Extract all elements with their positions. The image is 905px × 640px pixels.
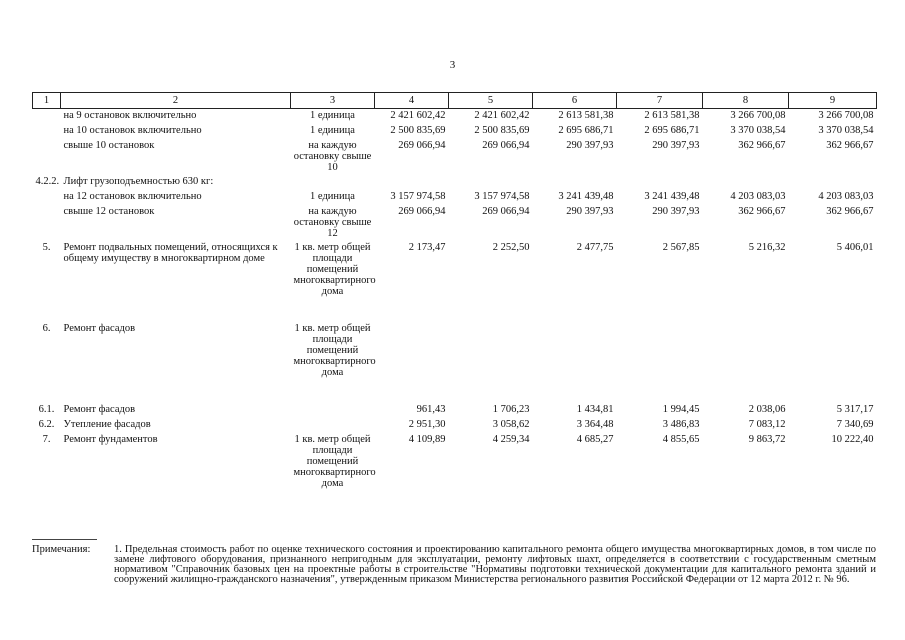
row-value: 7 340,69 [836,418,874,430]
notes-label: Примечания: [32,544,91,555]
row-value: 2 695 686,71 [644,124,700,136]
row-number [33,190,61,205]
row-value [617,175,703,190]
row-number [33,205,61,241]
column-header: 3 [291,93,375,109]
row-value [533,175,617,190]
row-name: свыше 12 остановок [63,205,155,217]
row-value: 3 241 439,48 [558,190,614,202]
row-name: на 12 остановок включительно [63,190,202,202]
row-value [449,175,533,190]
row-value: 1 706,23 [492,403,530,415]
table-row [33,418,877,433]
column-header: 5 [449,93,533,109]
row-value: 2 951,30 [408,418,446,430]
row-value: 4 203 083,03 [818,190,874,202]
row-value: 290 397,93 [566,139,614,151]
row-value: 961,43 [416,403,446,415]
row-name: Ремонт фасадов [63,403,136,415]
row-value: 3 266 700,08 [818,110,874,121]
row-value: 2 613 581,38 [558,110,614,121]
row-unit: на каждую остановку свыше 10 [293,139,372,173]
row-unit [291,418,375,433]
row-value [375,175,449,190]
row-name: свыше 10 остановок [63,139,155,151]
row-name: Лифт грузоподъемностью 630 кг: [63,175,214,187]
row-value [789,175,877,190]
row-value [703,175,789,190]
row-value: 2 173,47 [408,241,446,253]
notes-text: 1. Предельная стоимость работ по оценке технического состояния и проектированию капитального ремонта общего имущества многоквартирных домов, в том числе по замене лифтового оборудования, признанного непригодным для эксплуатации, ремонту лифтовых шахт, определяется в соответствии с государственным сметным нормативом "Справочник базовых цен на проектные работы в строительстве "Нормативы подготовки технической документации для капитального ремонта зданий и сооружений жилищно-гражданского назначения", утвержденным приказом Министерства регионального развития Российской Федерации от 12 марта 2012 г. № 96. [114,544,876,585]
row-value: 362 966,67 [826,139,874,151]
row-value: 2 695 686,71 [558,124,614,136]
row-value: 5 317,17 [836,403,874,415]
column-header: 2 [61,93,291,109]
row-value: 362 966,67 [738,139,786,151]
row-value [789,322,877,403]
row-value [533,322,617,403]
table-row [33,175,877,190]
row-value: 4 855,65 [662,433,700,445]
row-value [449,322,533,403]
row-value: 4 685,27 [576,433,614,445]
row-unit: 1 кв. метр общей площади помещений многоквартирного дома [293,241,376,297]
row-value: 3 266 700,08 [730,110,786,121]
row-value: 3 370 038,54 [818,124,874,136]
row-unit: 1 единица [310,190,355,202]
header-row [33,93,877,109]
row-value [617,322,703,403]
row-value: 3 364,48 [576,418,614,430]
row-value: 3 157 974,58 [474,190,530,202]
row-value: 2 477,75 [576,241,614,253]
row-value: 2 500 835,69 [390,124,446,136]
row-value: 2 613 581,38 [644,110,700,121]
row-name: на 9 остановок включительно [63,110,197,121]
notes-divider [32,539,97,540]
row-value: 2 252,50 [492,241,530,253]
row-value: 2 500 835,69 [474,124,530,136]
row-value: 10 222,40 [831,433,874,445]
row-value: 290 397,93 [652,205,700,217]
table-row [33,403,877,418]
table-row [33,322,877,403]
price-table [32,92,877,514]
table-row [33,433,877,514]
table-row [33,190,877,205]
row-number: 4.2.2. [35,175,60,187]
column-header: 7 [617,93,703,109]
row-value: 9 863,72 [748,433,786,445]
row-number: 7. [42,433,51,445]
row-unit: на каждую остановку свыше 12 [293,205,372,239]
row-number: 6.1. [38,403,55,415]
row-name: Ремонт подвальных помещений, относящихся к общему имуществу в многоквартирном доме [63,241,278,264]
row-value: 290 397,93 [652,139,700,151]
row-value: 3 486,83 [662,418,700,430]
row-number: 6. [42,322,51,334]
row-name: на 10 остановок включительно [63,124,202,136]
column-header: 6 [533,93,617,109]
row-value: 362 966,67 [738,205,786,217]
row-unit [291,175,375,190]
row-value: 3 241 439,48 [644,190,700,202]
row-name: Утепление фасадов [63,418,151,430]
row-value: 269 066,94 [398,139,446,151]
row-value: 1 434,81 [576,403,614,415]
column-header: 4 [375,93,449,109]
row-value: 290 397,93 [566,205,614,217]
row-number [33,109,61,124]
row-value [703,322,789,403]
row-unit: 1 кв. метр общей площади помещений многоквартирного дома [293,433,376,489]
row-number: 6.2. [38,418,55,430]
row-unit [291,403,375,418]
row-value: 269 066,94 [482,205,530,217]
row-unit: 1 кв. метр общей площади помещений многоквартирного дома [293,322,376,378]
row-value: 269 066,94 [398,205,446,217]
table-row [33,241,877,322]
row-number [33,139,61,175]
row-value: 4 109,89 [408,433,446,445]
table-row [33,124,877,139]
row-value: 362 966,67 [826,205,874,217]
row-value: 5 406,01 [836,241,874,253]
page-number: 3 [449,59,456,71]
row-number: 5. [42,241,51,253]
row-value: 7 083,12 [748,418,786,430]
row-value: 269 066,94 [482,139,530,151]
table-row [33,205,877,241]
row-name: Ремонт фундаментов [63,433,158,445]
row-value: 3 058,62 [492,418,530,430]
row-value: 4 259,34 [492,433,530,445]
row-value [375,322,449,403]
table-row [33,109,877,124]
row-value: 1 994,45 [662,403,700,415]
row-value: 4 203 083,03 [730,190,786,202]
column-header: 8 [703,93,789,109]
row-unit: 1 единица [310,110,355,121]
row-value: 3 157 974,58 [390,190,446,202]
row-name: Ремонт фасадов [63,322,136,334]
row-unit: 1 единица [310,124,355,136]
column-header: 1 [33,93,61,109]
row-value: 2 421 602,42 [390,110,446,121]
row-value: 5 216,32 [748,241,786,253]
column-header: 9 [789,93,877,109]
row-value: 2 567,85 [662,241,700,253]
table-body [33,109,877,514]
row-value: 2 421 602,42 [474,110,530,121]
row-value: 2 038,06 [748,403,786,415]
row-number [33,124,61,139]
table-row [33,139,877,175]
row-value: 3 370 038,54 [730,124,786,136]
